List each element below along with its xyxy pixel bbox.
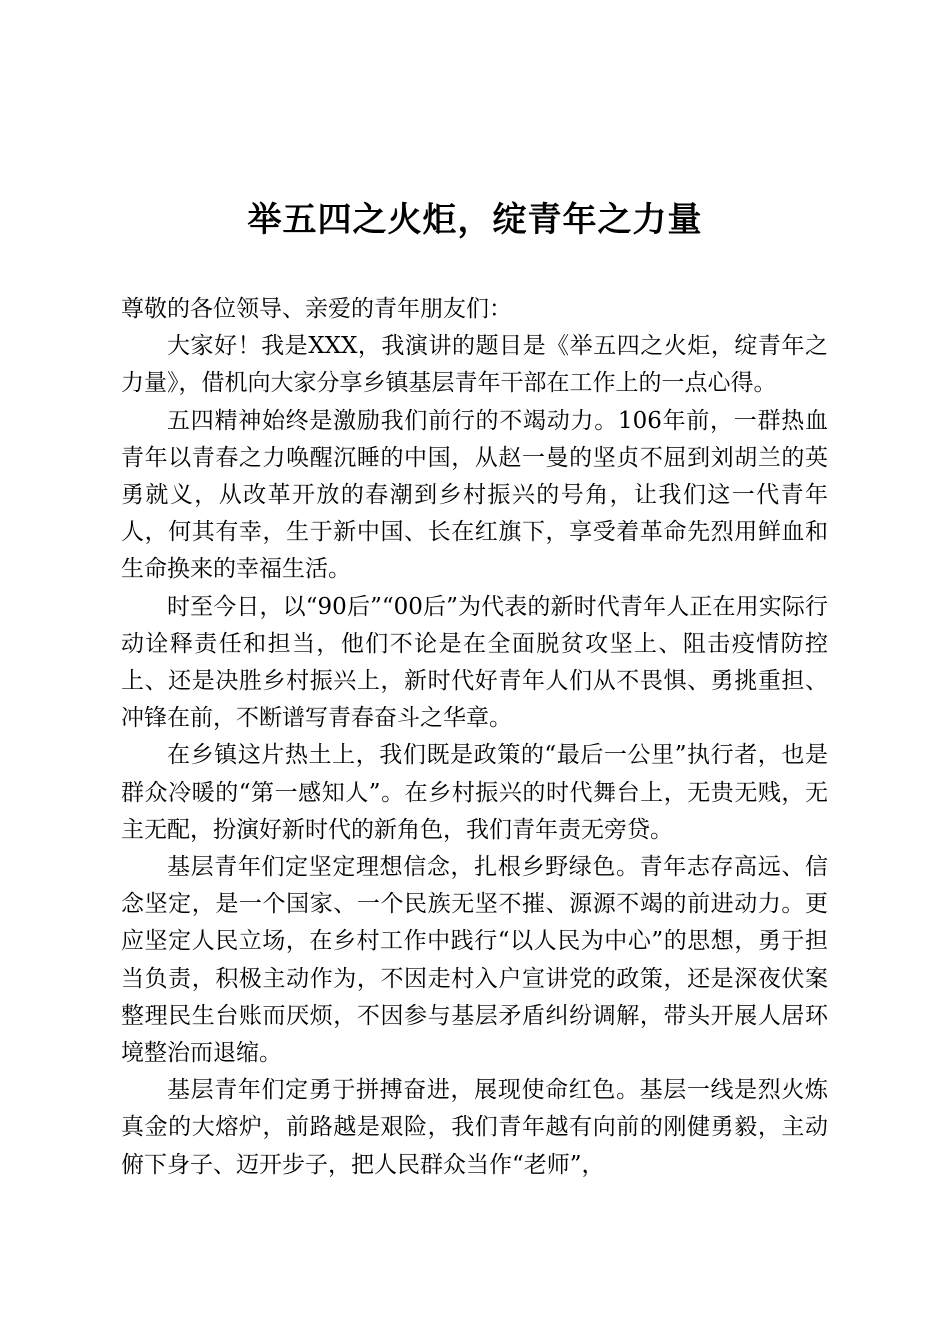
paragraph-4: 在乡镇这片热土上，我们既是政策的“最后一公里”执行者，也是群众冷暖的“第一感知人”。在乡村振兴的时代舞台上，无贵无贱，无主无配，扮演好新时代的新角色，我们青年责无旁贷。 [121,742,828,843]
paragraph-1: 大家好！我是XXX，我演讲的题目是《举五四之火炬，绽青年之力量》，借机向大家分享乡镇基层青年干部在工作上的一点心得。 [121,333,828,397]
document-body [121,291,828,1184]
salutation: 尊敬的各位领导、亲爱的青年朋友们： [121,296,512,322]
paragraph-5: 基层青年们定坚定理想信念，扎根乡野绿色。青年志存高远、信念坚定，是一个国家、一个民族无坚不摧、源源不竭的前进动力。更应坚定人民立场，在乡村工作中践行“以人民为中心”的思想，勇于担当负责，积极主动作为，不因走村入户宣讲党的政策，还是深夜伏案整理民生台账而厌烦，不因参与基层矛盾纠纷调解，带头开展人居环境整治而退缩。 [121,854,828,1067]
paragraph-2: 五四精神始终是激励我们前行的不竭动力。106年前，一群热血青年以青春之力唤醒沉睡的中国，从赵一曼的坚贞不屈到刘胡兰的英勇就义，从改革开放的春潮到乡村振兴的号角，让我们这一代青年人，何其有幸，生于新中国、长在红旗下，享受着革命先烈用鲜血和生命换来的幸福生活。 [121,407,828,583]
paragraph-6: 基层青年们定勇于拼搏奋进，展现使命红色。基层一线是烈火炼真金的大熔炉，前路越是艰险，我们青年越有向前的刚健勇毅，主动俯下身子、迈开步子，把人民群众当作“老师”， [121,1077,828,1178]
paragraph-3: 时至今日，以“90后”“00后”为代表的新时代青年人正在用实际行动诠释责任和担当，他们不论是在全面脱贫攻坚上、阻击疫情防控上、还是决胜乡村振兴上，新时代好青年人们从不畏惧、勇挑重担、冲锋在前，不断谱写青春奋斗之华章。 [121,593,828,732]
document-title: 举五四之火炬，绽青年之力量 [247,200,703,240]
